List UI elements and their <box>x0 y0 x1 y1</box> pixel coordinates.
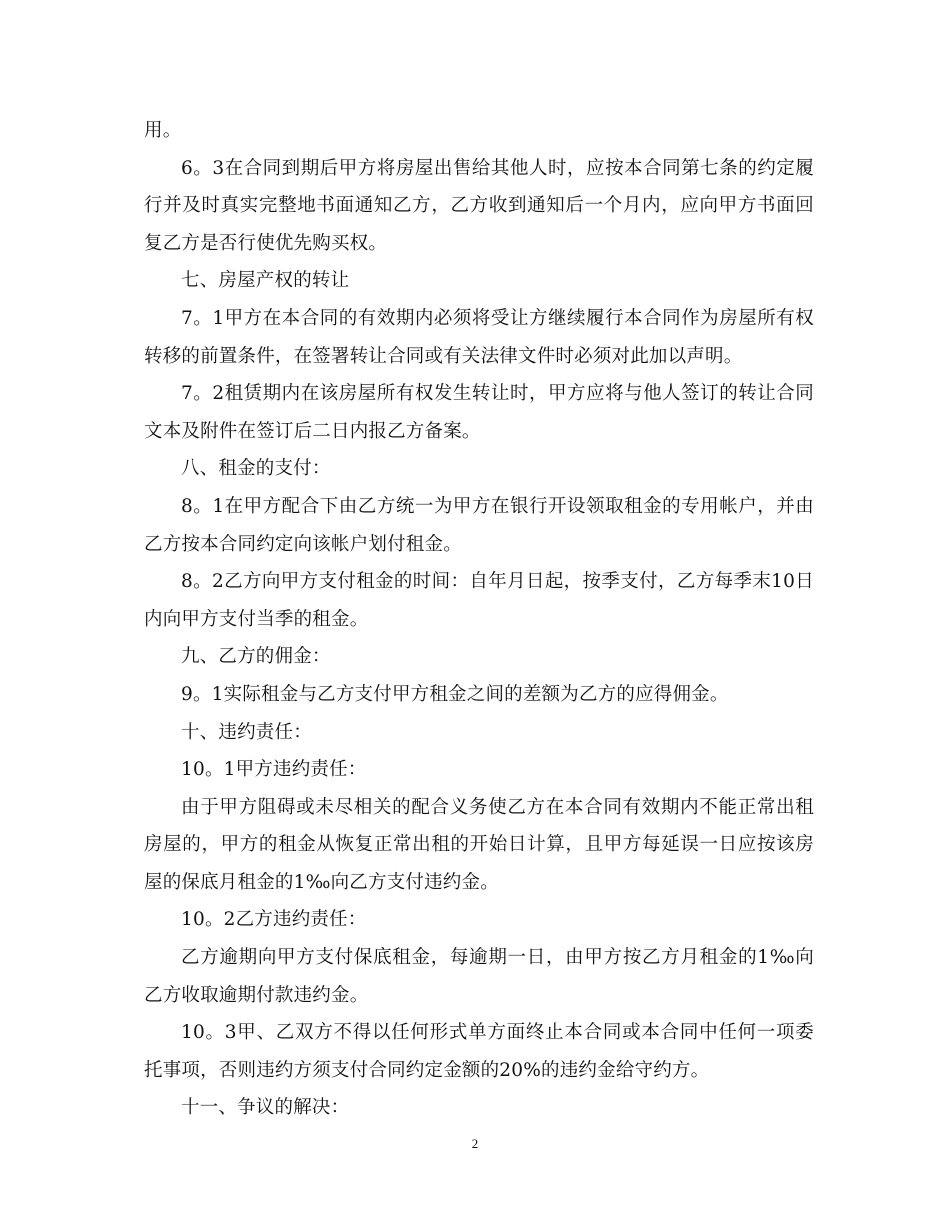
section-heading-11: 十一、争议的解决： <box>181 1097 350 1119</box>
section-heading-7: 七、房屋产权的转让 <box>181 270 350 292</box>
section-heading-9: 九、乙方的佣金： <box>181 646 331 668</box>
sub-heading-10-1: 10。1甲方违约责任： <box>181 759 367 781</box>
document-body <box>144 112 814 1127</box>
paragraph-1: 6。3在合同到期后甲方将房屋出售给其他人时，应按本合同第七条的约定履行并及时真实完整地书面通知乙方，乙方收到通知后一个月内，应向甲方书面回复乙方是否行使优先购买权。 <box>144 157 814 254</box>
paragraph-6: 8。1在甲方配合下由乙方统一为甲方在银行开设领取租金的专用帐户，并由乙方按本合同约定向该帐户划付租金。 <box>144 495 814 555</box>
paragraph-4: 7。2租赁期内在该房屋所有权发生转让时，甲方应将与他人签订的转让合同文本及附件在签订后二日内报乙方备案。 <box>144 383 814 442</box>
sub-heading-10-2: 10。2乙方违约责任： <box>181 909 367 931</box>
paragraph-3: 7。1甲方在本合同的有效期内必须将受让方继续履行本合同作为房屋所有权转移的前置条件，在签署转让合同或有关法律文件时必须对此加以声明。 <box>144 307 814 367</box>
paragraph-15: 10。3甲、乙双方不得以任何形式单方面终止本合同或本合同中任何一项委托事项，否则违约方须支付合同约定金额的20%的违约金给守约方。 <box>144 1022 814 1081</box>
page-number: 2 <box>471 1136 479 1151</box>
paragraph-7: 8。2乙方向甲方支付租金的时间：自年月日起，按季支付，乙方每季末10日内向甲方支付当季的租金。 <box>144 571 814 630</box>
paragraph-0: 用。 <box>144 120 182 141</box>
paragraph-14: 乙方逾期向甲方支付保底租金，每逾期一日，由甲方按乙方月租金的1‰向乙方收取逾期付款违约金。 <box>144 947 814 1006</box>
section-heading-8: 八、租金的支付： <box>181 458 331 480</box>
section-heading-10: 十、违约责任： <box>181 721 312 743</box>
paragraph-9: 9。1实际租金与乙方支付甲方租金之间的差额为乙方的应得佣金。 <box>181 683 729 705</box>
paragraph-12: 由于甲方阻碍或未尽相关的配合义务使乙方在本合同有效期内不能正常出租房屋的，甲方的租金从恢复正常出租的开始日计算，且甲方每延误一日应按该房屋的保底月租金的1‰向乙方支付违约金。 <box>144 796 814 893</box>
